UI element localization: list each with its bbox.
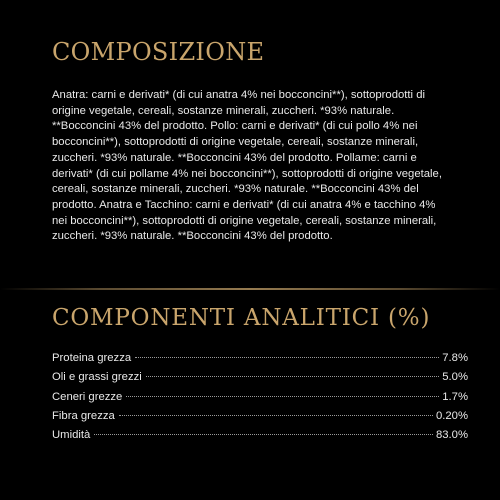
dot-leader	[94, 434, 433, 435]
analytics-row-value: 83.0%	[435, 429, 468, 442]
dot-leader	[119, 415, 433, 416]
analytics-row-moisture	[52, 429, 468, 448]
analytics-row-fat	[52, 371, 468, 390]
analytics-row-name: Umidità	[52, 429, 91, 442]
analytics-row-value: 0.20%	[435, 409, 468, 422]
composition-title: COMPOSIZIONE	[52, 38, 265, 66]
analytics-row-value: 7.8%	[442, 352, 468, 364]
analytics-row-value: 5.0%	[442, 371, 468, 384]
analytics-row-fibre	[52, 410, 468, 429]
analytics-row-ash	[52, 391, 468, 410]
analytics-row-name: Fibra grezza	[52, 409, 115, 422]
dot-leader	[135, 357, 439, 358]
analytics-row-name: Ceneri grezze	[52, 390, 123, 403]
analytics-row-value: 1.7%	[442, 390, 468, 403]
section-divider	[0, 288, 500, 290]
analytics-row-name: Proteina grezza	[52, 352, 132, 364]
analytics-list	[52, 352, 468, 448]
analytics-title: COMPONENTI ANALITICI (%)	[52, 305, 431, 331]
analytics-row-name: Oli e grassi grezzi	[52, 371, 142, 384]
composition-text: Anatra: carni e derivati* (di cui anatra 4% nei bocconcini**), sottoprodotti di origine vegetale, cereali, sostanze minerali, zuccheri. *93% naturale. **Bocconcini 43% del prodotto. Pollo: carni e derivati* (di cui pollo 4% nei bocconcini**), sottoprodotti di origine vegetale, cereali, sostanze minerali, zuccheri. *93% naturale. **Bocconcini 43% del prodotto. Pollame: carni e derivati* (di cui pollame 4% nei bocconcini**), sottoprodotti di origine vegetale, cereali, sostanze minerali, zuccheri. *93% naturale. **Bocconcini 43% del prodotto. Anatra e Tacchino: carni e derivati* (di cui anatra 4% e tacchino 4% nei bocconcini**), sottoprodotti di origine vegetale, cereali, sostanze minerali, zuccheri. *93% naturale. **Bocconcini 43% del prodotto.	[52, 89, 442, 243]
dot-leader	[126, 396, 439, 397]
analytics-row-protein	[52, 352, 468, 371]
dot-leader	[146, 376, 439, 377]
